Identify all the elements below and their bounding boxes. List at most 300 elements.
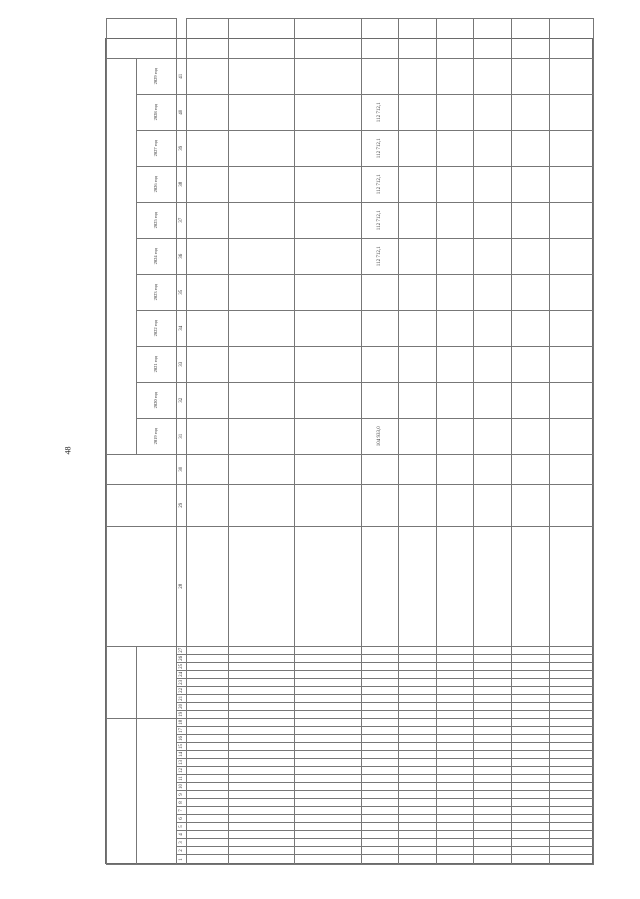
row-year-value bbox=[549, 58, 593, 94]
row-year-value: 112 712,1 bbox=[361, 130, 399, 166]
column-number: 7 bbox=[177, 807, 187, 815]
row-year-value bbox=[474, 58, 512, 94]
row-year-value bbox=[229, 238, 295, 274]
code-cell bbox=[512, 823, 550, 831]
table-row bbox=[295, 18, 361, 864]
row-year-value bbox=[474, 346, 512, 382]
code-cell bbox=[361, 670, 399, 678]
code-cell bbox=[361, 718, 399, 726]
column-number: 39 bbox=[177, 130, 187, 166]
column-number: 35 bbox=[177, 274, 187, 310]
row-unit bbox=[474, 484, 512, 526]
table-row bbox=[512, 18, 550, 864]
code-cell bbox=[549, 839, 593, 847]
code-cell bbox=[361, 791, 399, 799]
row-year-value bbox=[512, 58, 550, 94]
row-year-value bbox=[229, 58, 295, 94]
column-number: 2 bbox=[177, 847, 187, 855]
code-cell bbox=[512, 727, 550, 735]
code-cell bbox=[187, 654, 229, 662]
code-cell bbox=[549, 646, 593, 654]
code-cell bbox=[229, 783, 295, 791]
row-unit bbox=[399, 484, 437, 526]
code-cell bbox=[436, 662, 474, 670]
row-year-value bbox=[436, 382, 474, 418]
code-cell bbox=[549, 662, 593, 670]
code-cell bbox=[229, 831, 295, 839]
code-cell bbox=[295, 670, 361, 678]
table-body bbox=[187, 18, 594, 864]
row-year-value bbox=[474, 274, 512, 310]
header-program bbox=[107, 58, 137, 454]
code-cell bbox=[399, 646, 437, 654]
code-cell bbox=[399, 783, 437, 791]
header-final bbox=[107, 18, 177, 58]
row-year-value bbox=[512, 238, 550, 274]
code-cell bbox=[474, 727, 512, 735]
year-2026-header: 2026 год bbox=[137, 166, 177, 202]
row-year-value bbox=[399, 166, 437, 202]
row-year-value bbox=[436, 346, 474, 382]
year-2029-header: 2029 год bbox=[137, 58, 177, 94]
row-year-value bbox=[549, 238, 593, 274]
year-2025-header: 2025 год bbox=[137, 202, 177, 238]
code-cell bbox=[474, 702, 512, 710]
code-cell bbox=[474, 670, 512, 678]
code-cell bbox=[512, 686, 550, 694]
row-year-value bbox=[295, 310, 361, 346]
code-cell bbox=[361, 831, 399, 839]
column-number: 31 bbox=[177, 418, 187, 454]
code-cell bbox=[512, 815, 550, 823]
column-number: 17 bbox=[177, 727, 187, 735]
code-cell bbox=[512, 718, 550, 726]
code-cell bbox=[295, 702, 361, 710]
code-cell bbox=[361, 751, 399, 759]
row-year-value bbox=[549, 382, 593, 418]
code-cell bbox=[399, 815, 437, 823]
code-cell bbox=[436, 807, 474, 815]
code-cell bbox=[512, 710, 550, 718]
column-number: 1 bbox=[177, 855, 187, 865]
code-cell bbox=[512, 735, 550, 743]
code-cell bbox=[295, 823, 361, 831]
code-cell bbox=[436, 815, 474, 823]
code-cell bbox=[436, 791, 474, 799]
row-year-value bbox=[549, 310, 593, 346]
row-base-value bbox=[436, 454, 474, 484]
row-unit bbox=[229, 484, 295, 526]
code-cell bbox=[295, 831, 361, 839]
code-cell bbox=[295, 815, 361, 823]
code-cell bbox=[187, 718, 229, 726]
code-cell bbox=[474, 807, 512, 815]
code-cell bbox=[229, 654, 295, 662]
row-year-value bbox=[295, 346, 361, 382]
year-2022-header: 2022 год bbox=[137, 310, 177, 346]
year-2021-header: 2021 год bbox=[137, 346, 177, 382]
code-cell bbox=[549, 751, 593, 759]
row-year-value bbox=[512, 382, 550, 418]
row-final-value bbox=[361, 18, 399, 58]
code-cell bbox=[549, 847, 593, 855]
code-cell bbox=[187, 775, 229, 783]
row-year-value bbox=[549, 418, 593, 454]
code-cell bbox=[187, 831, 229, 839]
table-row bbox=[399, 18, 437, 864]
row-name bbox=[361, 526, 399, 646]
code-cell bbox=[229, 694, 295, 702]
row-year-value bbox=[361, 310, 399, 346]
code-cell bbox=[512, 799, 550, 807]
row-name bbox=[399, 526, 437, 646]
code-cell bbox=[512, 670, 550, 678]
code-cell bbox=[187, 694, 229, 702]
row-year-value bbox=[512, 346, 550, 382]
column-number: 37 bbox=[177, 202, 187, 238]
row-final-value bbox=[229, 18, 295, 58]
code-cell bbox=[187, 815, 229, 823]
row-base-value bbox=[295, 454, 361, 484]
code-cell bbox=[436, 831, 474, 839]
row-year-value bbox=[399, 238, 437, 274]
row-year-value bbox=[361, 346, 399, 382]
row-year-value bbox=[436, 58, 474, 94]
table-row bbox=[187, 18, 229, 864]
code-cell bbox=[295, 767, 361, 775]
row-year-value bbox=[187, 202, 229, 238]
row-base-value bbox=[399, 454, 437, 484]
code-cell bbox=[295, 799, 361, 807]
code-cell bbox=[436, 718, 474, 726]
code-cell bbox=[474, 791, 512, 799]
code-cell bbox=[361, 678, 399, 686]
row-final-value bbox=[436, 18, 474, 58]
column-number: 9 bbox=[177, 791, 187, 799]
code-cell bbox=[549, 799, 593, 807]
code-cell bbox=[229, 686, 295, 694]
row-year-value bbox=[399, 346, 437, 382]
code-cell bbox=[187, 735, 229, 743]
code-cell bbox=[512, 678, 550, 686]
code-cell bbox=[549, 694, 593, 702]
code-cell bbox=[399, 799, 437, 807]
code-cell bbox=[187, 839, 229, 847]
code-cell bbox=[295, 847, 361, 855]
row-year-value bbox=[187, 238, 229, 274]
row-final-value bbox=[549, 18, 593, 58]
code-cell bbox=[361, 799, 399, 807]
code-cell bbox=[187, 662, 229, 670]
code-cell bbox=[295, 710, 361, 718]
code-cell bbox=[399, 855, 437, 865]
code-cell bbox=[474, 718, 512, 726]
row-base-value bbox=[229, 454, 295, 484]
code-cell bbox=[436, 686, 474, 694]
row-year-value bbox=[436, 94, 474, 130]
table-row bbox=[474, 18, 512, 864]
code-cell bbox=[399, 718, 437, 726]
table-row bbox=[436, 18, 474, 864]
code-cell bbox=[229, 646, 295, 654]
code-cell bbox=[549, 718, 593, 726]
header-unit bbox=[107, 484, 177, 526]
code-cell bbox=[295, 855, 361, 865]
code-cell bbox=[399, 807, 437, 815]
row-final-value bbox=[512, 18, 550, 58]
code-cell bbox=[399, 678, 437, 686]
year-2020-header: 2020 год bbox=[137, 382, 177, 418]
code-cell bbox=[436, 759, 474, 767]
row-final-value bbox=[399, 18, 437, 58]
row-year-value: 112 712,1 bbox=[361, 166, 399, 202]
row-year-value: 112 712,1 bbox=[361, 94, 399, 130]
code-cell bbox=[229, 799, 295, 807]
code-cell bbox=[295, 751, 361, 759]
code-cell bbox=[474, 743, 512, 751]
code-cell bbox=[361, 807, 399, 815]
code-cell bbox=[436, 775, 474, 783]
row-year-value bbox=[229, 274, 295, 310]
row-year-value bbox=[295, 58, 361, 94]
code-cell bbox=[229, 847, 295, 855]
row-year-value bbox=[399, 310, 437, 346]
row-year-value bbox=[399, 382, 437, 418]
code-cell bbox=[549, 743, 593, 751]
code-cell bbox=[512, 791, 550, 799]
code-cell bbox=[549, 727, 593, 735]
code-cell bbox=[187, 759, 229, 767]
code-cell bbox=[187, 855, 229, 865]
row-year-value bbox=[295, 166, 361, 202]
code-cell bbox=[295, 654, 361, 662]
row-year-value bbox=[187, 274, 229, 310]
code-cell bbox=[361, 759, 399, 767]
code-cell bbox=[295, 646, 361, 654]
code-cell bbox=[295, 735, 361, 743]
code-cell bbox=[361, 735, 399, 743]
row-unit bbox=[187, 484, 229, 526]
year-2024-header: 2024 год bbox=[137, 238, 177, 274]
code-cell bbox=[549, 686, 593, 694]
code-cell bbox=[229, 678, 295, 686]
code-cell bbox=[549, 678, 593, 686]
row-base-value bbox=[474, 454, 512, 484]
code-cell bbox=[229, 791, 295, 799]
code-cell bbox=[361, 815, 399, 823]
row-year-value bbox=[229, 202, 295, 238]
code-cell bbox=[229, 702, 295, 710]
code-cell bbox=[399, 751, 437, 759]
code-cell bbox=[474, 759, 512, 767]
code-cell bbox=[229, 775, 295, 783]
code-cell bbox=[436, 670, 474, 678]
code-cell bbox=[361, 702, 399, 710]
row-year-value bbox=[295, 382, 361, 418]
code-cell bbox=[474, 686, 512, 694]
code-cell bbox=[436, 783, 474, 791]
code-cell bbox=[474, 678, 512, 686]
row-year-value bbox=[436, 310, 474, 346]
code-cell bbox=[512, 775, 550, 783]
row-year-value bbox=[512, 202, 550, 238]
code-cell bbox=[361, 727, 399, 735]
additional-subheader bbox=[137, 646, 177, 718]
code-cell bbox=[399, 823, 437, 831]
row-year-value bbox=[474, 310, 512, 346]
code-cell bbox=[549, 767, 593, 775]
code-cell bbox=[187, 727, 229, 735]
code-cell bbox=[474, 855, 512, 865]
row-year-value bbox=[295, 274, 361, 310]
code-cell bbox=[295, 775, 361, 783]
code-cell bbox=[436, 799, 474, 807]
code-cell bbox=[361, 646, 399, 654]
code-cell bbox=[399, 839, 437, 847]
code-cell bbox=[549, 702, 593, 710]
column-number: 18 bbox=[177, 718, 187, 726]
code-cell bbox=[512, 694, 550, 702]
code-cell bbox=[295, 678, 361, 686]
code-cell bbox=[436, 839, 474, 847]
row-year-value: 112 712,1 bbox=[361, 238, 399, 274]
code-cell bbox=[549, 783, 593, 791]
code-cell bbox=[474, 646, 512, 654]
code-cell bbox=[474, 751, 512, 759]
code-cell bbox=[399, 727, 437, 735]
code-cell bbox=[549, 654, 593, 662]
row-year-value bbox=[474, 94, 512, 130]
code-cell bbox=[549, 710, 593, 718]
code-cell bbox=[436, 823, 474, 831]
code-cell bbox=[229, 839, 295, 847]
code-cell bbox=[229, 718, 295, 726]
row-year-value bbox=[399, 130, 437, 166]
code-cell bbox=[512, 831, 550, 839]
code-cell bbox=[512, 702, 550, 710]
column-number: 22 bbox=[177, 686, 187, 694]
column-number: 12 bbox=[177, 767, 187, 775]
column-number: 41 bbox=[177, 58, 187, 94]
row-name bbox=[295, 526, 361, 646]
code-cell bbox=[187, 702, 229, 710]
row-year-value bbox=[229, 130, 295, 166]
row-name bbox=[474, 526, 512, 646]
code-cell bbox=[187, 646, 229, 654]
code-cell bbox=[399, 702, 437, 710]
row-year-value bbox=[512, 418, 550, 454]
code-cell bbox=[474, 710, 512, 718]
row-unit bbox=[549, 484, 593, 526]
column-number-row bbox=[177, 18, 187, 864]
code-cell bbox=[361, 783, 399, 791]
code-cell bbox=[361, 775, 399, 783]
code-cell bbox=[436, 855, 474, 865]
code-cell bbox=[187, 743, 229, 751]
code-cell bbox=[474, 654, 512, 662]
row-base-value bbox=[187, 454, 229, 484]
code-cell bbox=[399, 694, 437, 702]
code-cell bbox=[361, 839, 399, 847]
row-year-value bbox=[549, 202, 593, 238]
code-cell bbox=[295, 759, 361, 767]
row-base-value bbox=[512, 454, 550, 484]
row-year-value bbox=[229, 418, 295, 454]
code-cell bbox=[187, 847, 229, 855]
code-cell bbox=[399, 831, 437, 839]
code-cell bbox=[229, 710, 295, 718]
row-year-value bbox=[474, 418, 512, 454]
row-base-value bbox=[361, 454, 399, 484]
code-cell bbox=[436, 847, 474, 855]
code-cell bbox=[436, 694, 474, 702]
row-year-value bbox=[512, 166, 550, 202]
row-year-value bbox=[295, 418, 361, 454]
code-cell bbox=[512, 847, 550, 855]
code-cell bbox=[229, 662, 295, 670]
column-number: 19 bbox=[177, 710, 187, 718]
column-number: 16 bbox=[177, 735, 187, 743]
row-unit bbox=[361, 484, 399, 526]
column-number: 32 bbox=[177, 382, 187, 418]
row-year-value bbox=[361, 274, 399, 310]
column-number: 33 bbox=[177, 346, 187, 382]
code-cell bbox=[229, 735, 295, 743]
column-number: 14 bbox=[177, 751, 187, 759]
code-cell bbox=[436, 710, 474, 718]
row-year-value bbox=[187, 130, 229, 166]
code-cell bbox=[295, 839, 361, 847]
column-number: 38 bbox=[177, 166, 187, 202]
row-year-value bbox=[436, 166, 474, 202]
code-cell bbox=[187, 678, 229, 686]
code-cell bbox=[187, 670, 229, 678]
codes-subheader bbox=[137, 718, 177, 864]
code-cell bbox=[436, 735, 474, 743]
code-cell bbox=[229, 759, 295, 767]
row-year-value bbox=[229, 166, 295, 202]
code-cell bbox=[474, 799, 512, 807]
code-cell bbox=[295, 694, 361, 702]
row-year-value bbox=[512, 274, 550, 310]
code-cell bbox=[512, 759, 550, 767]
code-cell bbox=[229, 727, 295, 735]
code-cell bbox=[399, 662, 437, 670]
row-final-value bbox=[474, 18, 512, 58]
code-cell bbox=[361, 847, 399, 855]
column-number: 24 bbox=[177, 670, 187, 678]
header-name bbox=[107, 526, 177, 646]
code-cell bbox=[187, 751, 229, 759]
row-year-value bbox=[187, 418, 229, 454]
header-additional bbox=[107, 646, 137, 718]
row-year-value bbox=[361, 58, 399, 94]
row-year-value bbox=[187, 58, 229, 94]
column-number: 27 bbox=[177, 646, 187, 654]
row-year-value bbox=[512, 310, 550, 346]
row-final-value bbox=[295, 18, 361, 58]
code-cell bbox=[474, 831, 512, 839]
code-cell bbox=[512, 767, 550, 775]
row-year-value bbox=[295, 94, 361, 130]
row-year-value bbox=[295, 238, 361, 274]
code-cell bbox=[361, 662, 399, 670]
row-year-value bbox=[436, 202, 474, 238]
code-cell bbox=[436, 751, 474, 759]
row-year-value: 112 712,1 bbox=[361, 202, 399, 238]
code-cell bbox=[549, 791, 593, 799]
code-cell bbox=[549, 670, 593, 678]
